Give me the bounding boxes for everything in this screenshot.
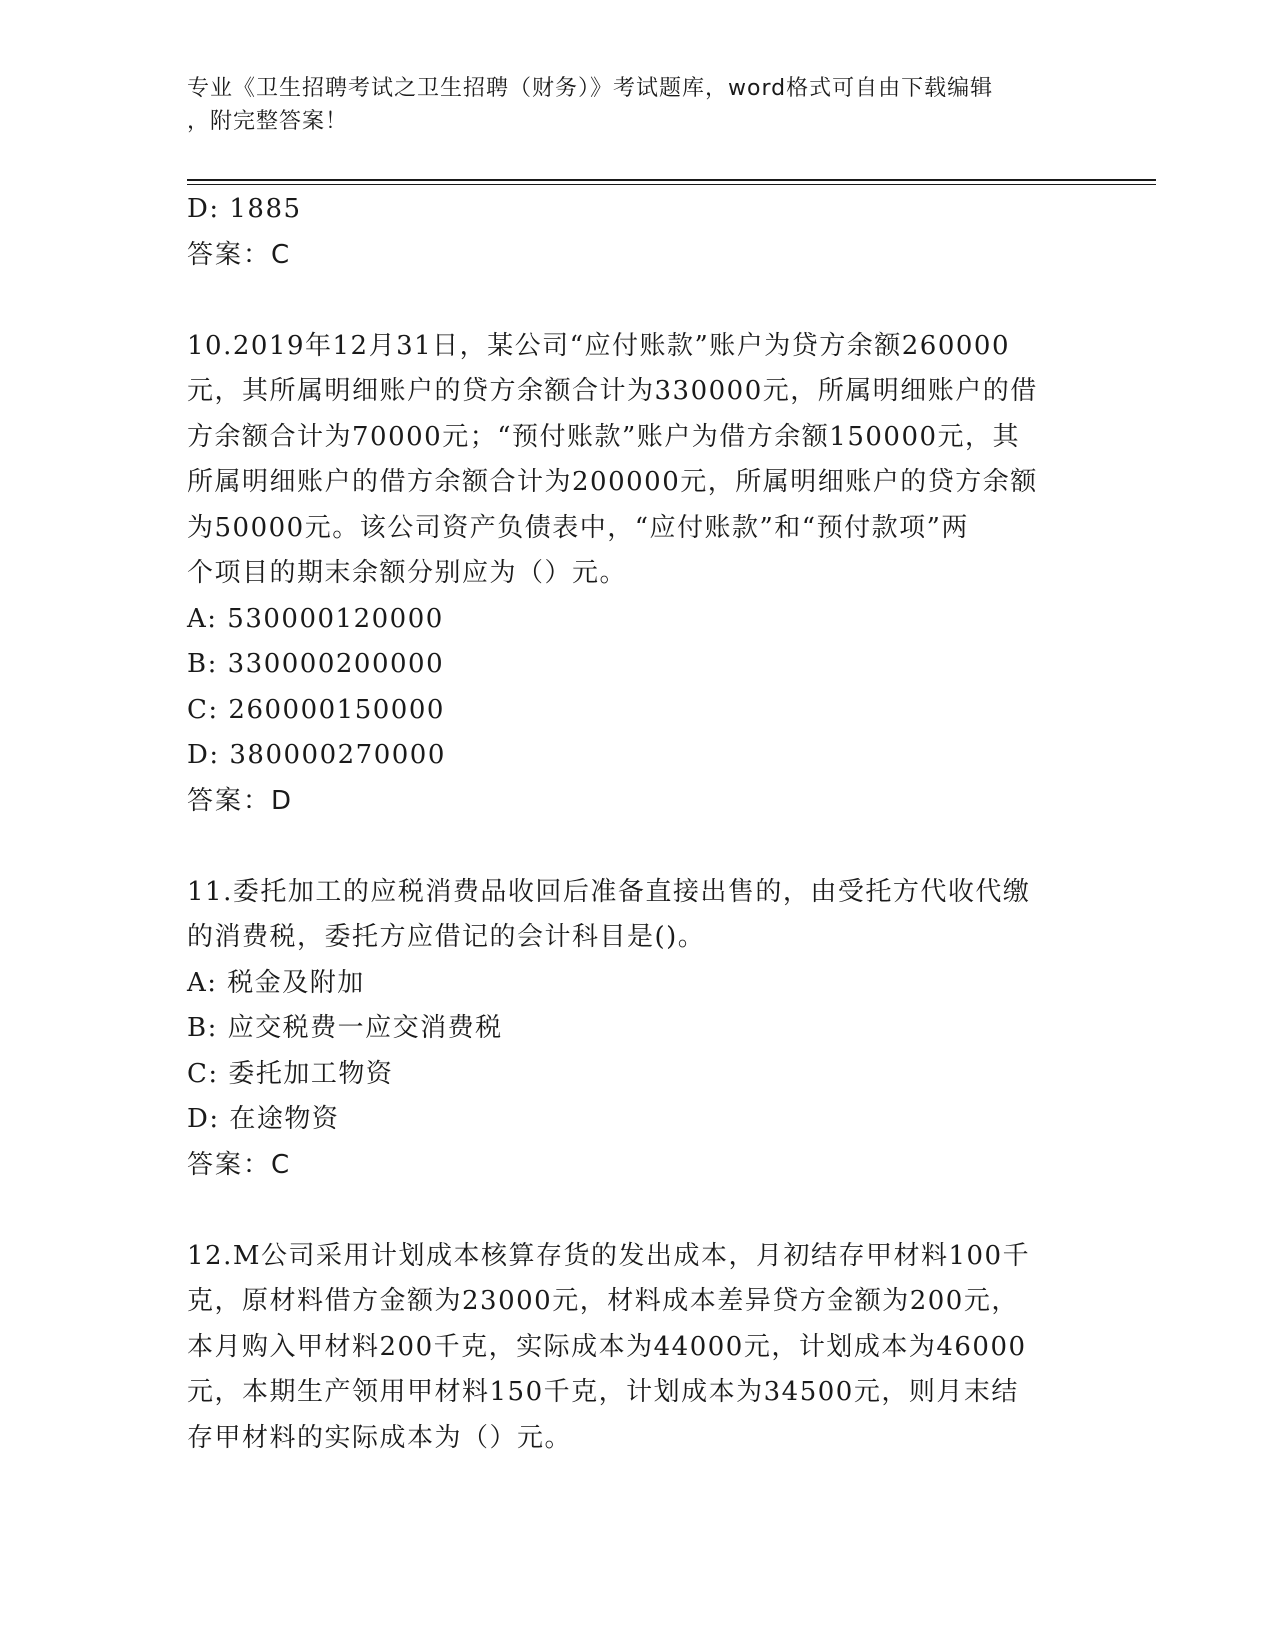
q10-option-b: B: 330000200000	[187, 649, 445, 679]
q10-stem-line-3: 方余额合计为70000元；“预付账款”账户为借方余额150000元，其	[187, 421, 1021, 452]
q12-stem-line-3: 本月购入甲材料200千克，实际成本为44000元，计划成本为46000	[187, 1331, 1027, 1362]
q10-stem-line-6: 个项目的期末余额分别应为（）元。	[187, 558, 628, 588]
spacer	[187, 1188, 1087, 1234]
spacer	[187, 824, 1087, 870]
q11-option-a: A: 税金及附加	[187, 967, 365, 998]
q11-stem-line-1: 11.委托加工的应税消费品收回后准备直接出售的，由受托方代收代缴	[187, 876, 1031, 907]
q10-stem-line-5: 为50000元。该公司资产负债表中，“应付账款”和“预付款项”两	[187, 512, 969, 543]
q11-option-c: C: 委托加工物资	[187, 1058, 394, 1089]
header-line-1: 专业《卫生招聘考试之卫生招聘（财务）》考试题库，word格式可自由下载编辑	[187, 76, 994, 101]
q10-option-a: A: 530000120000	[187, 603, 444, 634]
q11-option-b: B: 应交税费一应交消费税	[187, 1013, 503, 1043]
q10-stem-line-1: 10.2019年12月31日，某公司“应付账款”账户为贷方余额260000	[187, 330, 1011, 361]
spacer	[187, 278, 1087, 324]
q10-stem-line-2: 元，其所属明细账户的贷方余额合计为330000元，所属明细账户的借	[187, 376, 1038, 406]
q11-stem-line-2: 的消费税，委托方应借记的会计科目是()。	[187, 922, 706, 952]
q9-option-d: D: 1885	[187, 194, 302, 224]
header-rule-thin	[187, 184, 1156, 185]
question-12	[187, 1234, 1087, 1462]
question-10	[187, 324, 1087, 825]
q10-option-c: C: 260000150000	[187, 694, 445, 725]
header-line-2: ，附完整答案！	[187, 109, 349, 134]
q12-stem-line-1: 12.M公司采用计划成本核算存货的发出成本，月初结存甲材料100千	[187, 1240, 1031, 1271]
question-11	[187, 870, 1087, 1189]
q12-stem-line-2: 克，原材料借方金额为23000元，材料成本差异贷方金额为200元，	[187, 1286, 1019, 1316]
q9-answer: 答案：C	[187, 239, 292, 270]
q12-stem-line-5: 存甲材料的实际成本为（）元。	[187, 1422, 573, 1453]
q11-option-d: D: 在途物资	[187, 1104, 340, 1134]
page-header	[187, 72, 1067, 138]
q10-option-d: D: 380000270000	[187, 740, 446, 770]
q10-stem-line-4: 所属明细账户的借方余额合计为200000元，所属明细账户的贷方余额	[187, 467, 1038, 497]
q11-answer: 答案：C	[187, 1149, 292, 1180]
header-rule-thick	[187, 179, 1156, 181]
q10-answer: 答案：D	[187, 785, 294, 816]
q12-stem-line-4: 元，本期生产领用甲材料150千克，计划成本为34500元，则月末结	[187, 1377, 1019, 1407]
document-body	[187, 187, 1087, 1461]
